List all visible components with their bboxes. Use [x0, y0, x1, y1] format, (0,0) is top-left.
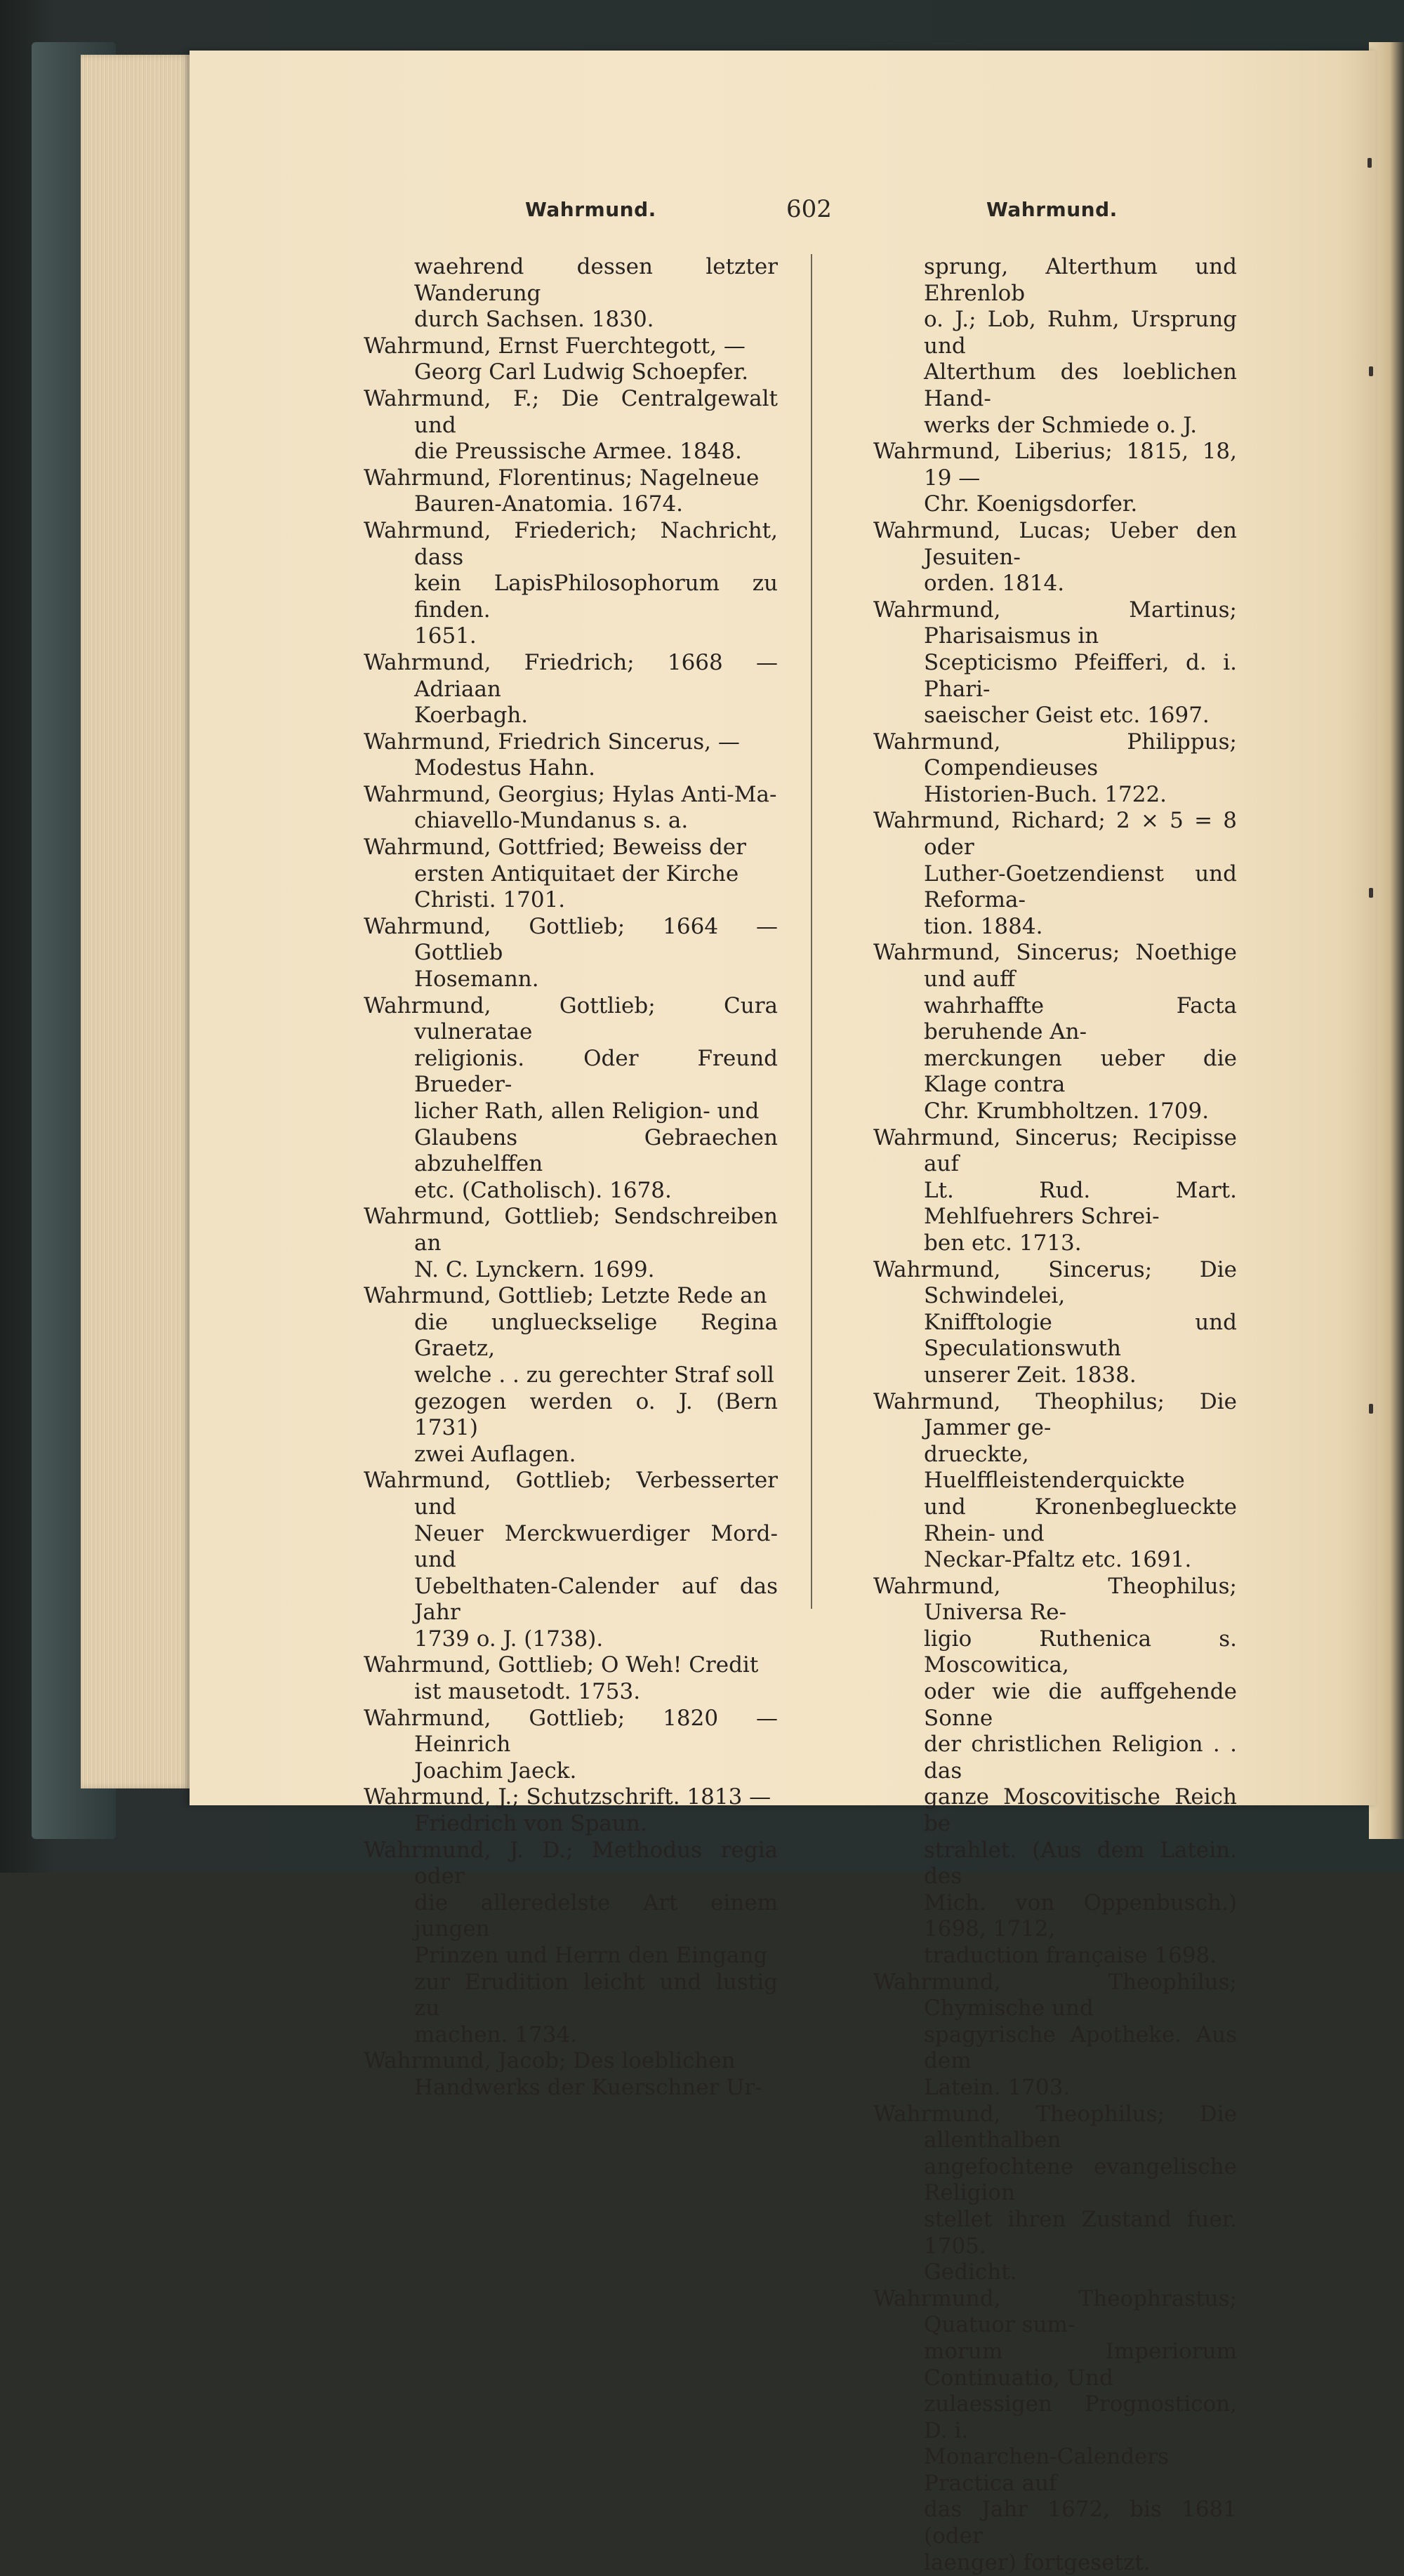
- bibliography-entry: Wahrmund, Gottlieb; Letzte Rede an die unglueckselige Regina Graetz, welche . . zu gerechter Straf soll gezogen werden o. J. (Bern 1731) zwei Auflagen.: [364, 1283, 778, 1467]
- page-number: 602: [786, 195, 832, 223]
- margin-mark: [1367, 158, 1372, 168]
- bibliography-entry: Wahrmund, Friedrich Sincerus, — Modestus Hahn.: [364, 729, 740, 781]
- right-column: [873, 254, 1237, 2576]
- bibliography-entry: Wahrmund, Georgius; Hylas Anti-Ma- chiavello-Mundanus s. a.: [364, 781, 777, 834]
- margin-mark: [1369, 366, 1373, 376]
- bibliography-entry: Wahrmund, Ernst Fuerchtegott, — Georg Carl Ludwig Schoepfer.: [364, 333, 749, 385]
- bibliography-entry: Wahrmund, F.; Die Centralgewalt und die Preussische Armee. 1848.: [364, 385, 778, 465]
- bibliography-entry: Wahrmund, Gottlieb; Verbesserter und Neuer Merckwuerdiger Mord- und Uebelthaten-Calender auf das Jahr 1739 o. J. (1738).: [364, 1468, 778, 1652]
- bibliography-entry: Wahrmund, Gottfried; Beweiss der ersten Antiquitaet der Kirche Christi. 1701.: [364, 835, 746, 913]
- bibliography-entry: Wahrmund, Richard; 2 × 5 = 8 oder Luther-Goetzendienst und Reforma- tion. 1884.: [873, 808, 1237, 939]
- bibliography-entry: Wahrmund, Friedrich; 1668 — Adriaan Koerbagh.: [364, 649, 778, 729]
- margin-mark: [1369, 888, 1373, 898]
- margin-mark: [1369, 1404, 1373, 1414]
- bibliography-entry: Wahrmund, Theophilus; Die Jammer ge- drueckte, Huelffleistenderquickte und Kronenbeglueckte Rhein- und Neckar-Pfaltz etc. 1691.: [873, 1388, 1237, 1573]
- right-running-head: Wahrmund.: [986, 198, 1118, 221]
- page-edges: [81, 55, 193, 1788]
- bibliography-entry: Wahrmund, Sincerus; Die Schwindelei, Knifftologie und Speculationswuth unserer Zeit. 1838.: [873, 1256, 1237, 1388]
- bibliography-entry: Wahrmund, Gottlieb; 1820 — Heinrich Joachim Jaeck.: [364, 1705, 778, 1784]
- bibliography-entry: Wahrmund, Theophilus; Die allenthalben angefochtene evangelische Religion stellet ihren Zustand fuer. 1705. Gedicht.: [873, 2101, 1237, 2285]
- bibliography-entry: Wahrmund, Friederich; Nachricht, dass kein LapisPhilosophorum zu finden. 1651.: [364, 517, 778, 649]
- bibliography-entry: Wahrmund, Jacob; Des loeblichen Handwerks der Kuerschner Ur-: [364, 2048, 762, 2100]
- bibliography-entry: sprung, Alterthum und Ehrenlob o. J.; Lob, Ruhm, Ursprung und Alterthum des loeblichen Hand- werks der Schmiede o. J.: [924, 254, 1237, 438]
- bibliography-entry: Wahrmund, Philippus; Compendieuses Historien-Buch. 1722.: [873, 729, 1237, 807]
- left-running-head: Wahrmund.: [525, 198, 656, 221]
- bibliography-entry: Wahrmund, Sincerus; Recipisse auf Lt. Rud. Mart. Mehlfuehrers Schrei- ben etc. 1713.: [873, 1124, 1237, 1256]
- bibliography-entry: Wahrmund, Theophilus; Universa Re- ligio Ruthenica s. Moscowitica, oder wie die auffgehende Sonne der christlichen Religion . . das ganze Moscovitische Reich be strahlet. (Aus dem Latein. des Mich. von Oppenbusch.) 1698, 1712, traduction française 1698.: [873, 1573, 1237, 1968]
- bibliography-entry: waehrend dessen letzter Wanderung durch Sachsen. 1830.: [414, 254, 778, 333]
- bibliography-entry: Wahrmund, Theophrastus; Quatuor sum- morum Imperiorum Continuatio, Und zulaessigen Prognosticon, D. i. Monarchen-Calenders Practica auf das Jahr 1672, bis 1681 (oder laenger) fortgesetzt.: [873, 2285, 1237, 2575]
- bibliography-entry: Wahrmund, Sincerus; Noethige und auff wahrhaffte Facta beruhende An- merckungen ueber die Klage contra Chr. Krumbholtzen. 1709.: [873, 940, 1237, 1124]
- bibliography-entry: Wahrmund, Gottlieb; 1664 — Gottlieb Hosemann.: [364, 913, 778, 992]
- bibliography-entry: Wahrmund, Lucas; Ueber den Jesuiten- orden. 1814.: [873, 517, 1237, 597]
- bibliography-entry: Wahrmund, Florentinus; Nagelneue Bauren-Anatomia. 1674.: [364, 465, 760, 517]
- bibliography-entry: Wahrmund, Gottlieb; Cura vulneratae religionis. Oder Freund Brueder- licher Rath, allen Religion- und Glaubens Gebraechen abzuhelffen etc. (Catholisch). 1678.: [364, 992, 778, 1203]
- bibliography-entry: Wahrmund, Martinus; Pharisaismus in Scepticismo Pfeifferi, d. i. Phari- saeischer Geist etc. 1697.: [873, 597, 1237, 729]
- column-divider: [811, 254, 812, 1609]
- bibliography-entry: Wahrmund, Theophilus; Chymische und spagyrische Apotheke. Aus dem Latein. 1703.: [873, 1969, 1237, 2100]
- bibliography-entry: Wahrmund, Gottlieb; O Weh! Credit ist mausetodt. 1753.: [364, 1652, 759, 1705]
- left-column: [364, 254, 778, 2102]
- bibliography-entry: Wahrmund, J.; Schutzschrift. 1813 — Friedrich von Spaun.: [364, 1784, 771, 1837]
- bibliography-entry: Wahrmund, Gottlieb; Sendschreiben an N. C. Lynckern. 1699.: [364, 1204, 778, 1282]
- bibliography-entry: Wahrmund, Liberius; 1815, 18, 19 — Chr. Koenigsdorfer.: [873, 439, 1237, 517]
- bibliography-entry: Wahrmund, J. D.; Methodus regia oder die alleredelste Art einem jungen Prinzen und Herrn den Eingang zur Erudition leicht und lustig zu machen. 1734.: [364, 1837, 778, 2047]
